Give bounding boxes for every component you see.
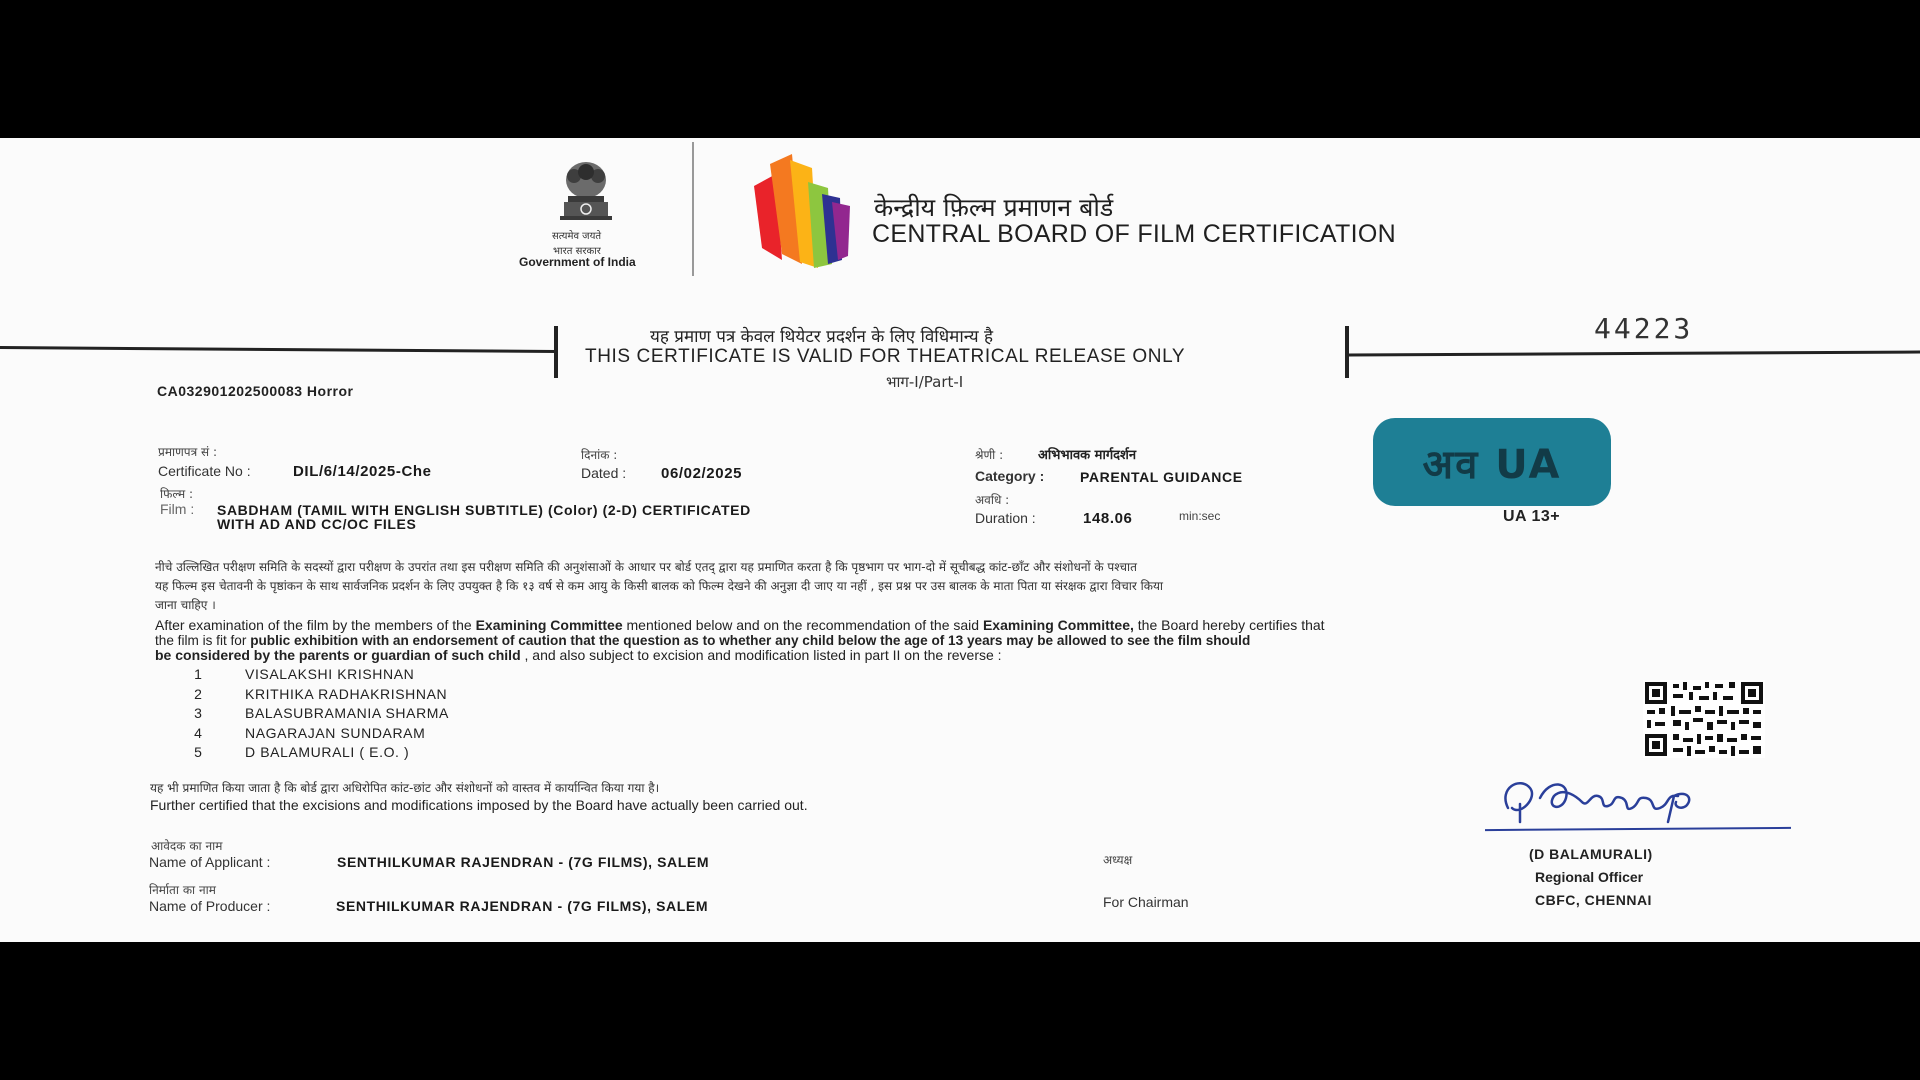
body-text: , and also subject to excision and modification listed in part II on the reverse : bbox=[520, 647, 1002, 663]
list-item bbox=[183, 704, 449, 724]
committee-members bbox=[183, 665, 449, 763]
dated-value: 06/02/2025 bbox=[661, 465, 743, 482]
lion-capital-icon bbox=[546, 158, 626, 228]
member-name: KRITHIKA RADHAKRISHNAN bbox=[245, 685, 448, 702]
national-emblem bbox=[546, 158, 626, 228]
category-hindi-label: श्रेणी : bbox=[975, 448, 1004, 462]
producer-value: SENTHILKUMAR RAJENDRAN - (7G FILMS), SALEM bbox=[336, 898, 709, 914]
emblem-hindi: भारत सरकार bbox=[553, 246, 601, 257]
category-value: PARENTAL GUIDANCE bbox=[1080, 469, 1243, 485]
body-text: the Board hereby certifies that bbox=[1133, 617, 1325, 633]
board-name-hindi: केन्द्रीय फ़िल्म प्रमाणन बोर्ड bbox=[874, 193, 1114, 222]
validity-hindi: यह प्रमाण पत्र केवल थियेटर प्रदर्शन के लिए विधिमान्य है bbox=[650, 327, 994, 347]
chairman-english: For Chairman bbox=[1103, 894, 1189, 910]
signature bbox=[1490, 768, 1720, 828]
film-title-line2: WITH AD AND CC/OC FILES bbox=[217, 516, 417, 532]
cbfc-logo bbox=[748, 152, 860, 270]
signatory-name: (D BALAMURALI) bbox=[1529, 846, 1653, 862]
duration-value: 148.06 bbox=[1083, 510, 1133, 527]
duration-hindi: अवधि : bbox=[975, 493, 1010, 507]
chairman-hindi: अध्यक्ष bbox=[1103, 853, 1133, 867]
validity-part: भाग-I/Part-I bbox=[886, 373, 964, 391]
body-text: the film is fit for bbox=[155, 633, 251, 648]
emblem-label: Government of India bbox=[519, 255, 636, 269]
body-bold: Examining Committee, bbox=[982, 617, 1134, 633]
list-item bbox=[183, 665, 449, 685]
body-text: After examination of the film by the members of the bbox=[155, 617, 476, 633]
cbfc-logo-icon bbox=[748, 152, 860, 270]
category-hindi: अभिभावक मार्गदर्शन bbox=[1038, 448, 1137, 463]
producer-hindi: निर्माता का नाम bbox=[149, 883, 216, 897]
validity-english: THIS CERTIFICATE IS VALID FOR THEATRICAL RELEASE ONLY bbox=[585, 346, 1186, 367]
signatory-office: CBFC, CHENNAI bbox=[1535, 892, 1652, 908]
reference-code: CA032901202500083 Horror bbox=[157, 383, 354, 399]
validity-bracket-right bbox=[1345, 326, 1349, 378]
list-item bbox=[183, 685, 449, 705]
film-title-line1: SABDHAM (TAMIL WITH ENGLISH SUBTITLE) (Color) (2-D) CERTIFICATED bbox=[217, 502, 751, 518]
body-english-line3 bbox=[155, 648, 1002, 663]
applicant-label: Name of Applicant : bbox=[149, 854, 271, 870]
rating-badge-text: अव UA bbox=[1422, 441, 1562, 488]
member-name: VISALAKSHI KRISHNAN bbox=[245, 666, 415, 682]
body-hindi-line1: नीचे उल्लिखित परीक्षण समिति के सदस्यों द्वारा परीक्षण के उपरांत तथा इस परीक्षण समिति की अनुशंसाओं के आधार पर बोर्ड एतद् द्वारा यह प्रमाणित करता है कि पृष्ठभाग पर भाग-दो में सूचीबद्ध कांट-छाँट और संशोधनों के पश्चात bbox=[155, 560, 1137, 574]
dated-label: Dated : bbox=[581, 465, 627, 481]
list-item bbox=[183, 743, 449, 763]
body-english-line2 bbox=[155, 633, 1250, 648]
film-hindi: फिल्म : bbox=[160, 487, 194, 501]
category-label: Category : bbox=[975, 468, 1045, 484]
dated-hindi: दिनांक : bbox=[581, 448, 618, 462]
member-name: D BALAMURALI ( E.O. ) bbox=[245, 744, 410, 761]
producer-label: Name of Producer : bbox=[149, 898, 271, 914]
body-bold: public exhibition with an endorsement of caution that the question as to whether any child below the age of 13 years may be allowed to see the film should bbox=[250, 633, 1251, 648]
body-english-line1 bbox=[155, 618, 1325, 633]
body-bold: be considered by the parents or guardian of such child bbox=[155, 647, 521, 663]
qr-code bbox=[1643, 680, 1765, 758]
certificate bbox=[0, 138, 1920, 942]
film-label: Film : bbox=[160, 501, 195, 517]
further-hindi: यह भी प्रमाणित किया जाता है कि बोर्ड द्वारा अधिरोपित कांट-छांट और संशोधनों को वास्तव में कार्यान्वित किया गया है। bbox=[150, 781, 660, 795]
cert-no-hindi: प्रमाणपत्र सं : bbox=[158, 445, 218, 459]
cert-no-label: Certificate No : bbox=[158, 463, 251, 479]
rating-label: UA 13+ bbox=[1503, 508, 1561, 525]
body-hindi-line2: यह फिल्म इस चेतावनी के पृष्ठांकन के साथ सार्वजनिक प्रदर्शन के लिए उपयुक्त है कि १३ वर्ष से कम आयु के किसी बालक को फिल्म देखने की अनुज्ञा दी जाए या नहीं , इस प्रश्न पर उस बालक के माता पिता या संरक्षक द्वारा विचार किया bbox=[155, 579, 1164, 593]
duration-label: Duration : bbox=[975, 510, 1036, 526]
validity-bracket-left bbox=[554, 326, 558, 378]
validity-rule-right bbox=[1348, 351, 1920, 357]
header-divider bbox=[692, 142, 694, 276]
qr-code-icon bbox=[1643, 680, 1765, 758]
member-number: 3 bbox=[194, 705, 202, 722]
member-number: 1 bbox=[194, 666, 202, 682]
member-name: NAGARAJAN SUNDARAM bbox=[245, 724, 426, 741]
body-text: mentioned below and on the recommendation of the said bbox=[622, 617, 983, 633]
body-bold: Examining Committee bbox=[475, 617, 623, 633]
applicant-hindi: आवेदक का नाम bbox=[151, 839, 223, 853]
member-number: 2 bbox=[194, 685, 202, 702]
cert-no-value: DIL/6/14/2025-Che bbox=[293, 463, 432, 480]
list-item bbox=[183, 724, 449, 744]
validity-rule-left bbox=[0, 346, 556, 353]
signatory-title: Regional Officer bbox=[1535, 869, 1644, 885]
member-name: BALASUBRAMANIA SHARMA bbox=[245, 705, 449, 722]
rating-badge bbox=[1373, 418, 1611, 506]
duration-unit: min:sec bbox=[1179, 509, 1221, 523]
further-english: Further certified that the excisions and modifications imposed by the Board have actually been carried out. bbox=[150, 797, 808, 813]
member-number: 5 bbox=[194, 744, 202, 761]
emblem-motto: सत्यमेव जयते bbox=[552, 231, 602, 242]
board-name-english: CENTRAL BOARD OF FILM CERTIFICATION bbox=[872, 220, 1396, 248]
body-hindi-line3: जाना चाहिए । bbox=[155, 598, 216, 612]
signature-icon bbox=[1490, 768, 1720, 828]
member-number: 4 bbox=[194, 724, 202, 741]
serial-number: 44223 bbox=[1594, 312, 1694, 345]
applicant-value: SENTHILKUMAR RAJENDRAN - (7G FILMS), SALEM bbox=[337, 854, 710, 870]
